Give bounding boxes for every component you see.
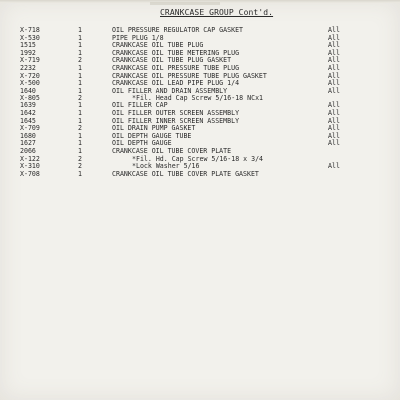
part-description: CRANKCASE OIL LEAD PIPE PLUG 1/4 [112,79,240,88]
part-quantity: 1 [78,79,82,88]
part-row [0,171,400,179]
part-quantity: 1 [78,48,82,57]
part-application: All [328,131,340,140]
part-description: OIL FILLER INNER SCREEN ASSEMBLY [112,116,240,125]
section-heading: CRANKCASE GROUP Cont'd. [160,8,274,17]
part-number: X-122 [20,154,40,163]
part-description: OIL DEPTH GAUGE [112,139,172,148]
part-application: All [328,48,340,57]
part-quantity: 2 [78,93,82,102]
part-application: All [328,26,340,34]
part-quantity: 1 [78,146,82,155]
part-application: All [328,162,340,171]
part-row [0,125,400,133]
part-quantity: 2 [78,162,82,171]
part-number: 1645 [20,116,36,125]
part-number: 1992 [20,48,36,57]
part-quantity: 1 [78,101,82,110]
part-description: OIL PRESSURE REGULATOR CAP GASKET [112,26,244,34]
part-quantity: 2 [78,56,82,65]
part-quantity: 2 [78,154,82,163]
part-number: 1642 [20,108,36,117]
part-description: *Fil. Head Cap Screw 5/16-18 NCx1 [132,93,264,102]
part-application: All [328,63,340,72]
part-quantity: 1 [78,26,82,34]
part-number: X-708 [20,170,40,179]
part-description: OIL FILLER AND DRAIN ASSEMBLY [112,86,228,95]
part-application: All [328,108,340,117]
part-description: CRANKCASE OIL TUBE PLUG GASKET [112,56,232,65]
parts-table [0,27,400,179]
part-description: CRANKCASE OIL TUBE PLUG [112,41,204,50]
part-application: All [328,101,340,110]
part-quantity: 1 [78,131,82,140]
part-quantity: 1 [78,33,82,42]
part-number: X-709 [20,124,40,133]
part-row [0,95,400,103]
part-number: X-718 [20,26,40,34]
part-number: 1680 [20,131,36,140]
part-number: 1639 [20,101,36,110]
part-description: OIL DEPTH GAUGE TUBE [112,131,192,140]
part-quantity: 1 [78,108,82,117]
part-description: PIPE PLUG 1/8 [112,33,164,42]
part-row [0,133,400,141]
part-number: 2232 [20,63,36,72]
part-application: All [328,116,340,125]
part-row [0,156,400,164]
part-number: X-805 [20,93,40,102]
part-description: CRANKCASE OIL PRESSURE TUBE PLUG GASKET [112,71,267,80]
part-number: X-530 [20,33,40,42]
part-number: 1640 [20,86,36,95]
part-description: CRANKCASE OIL PRESSURE TUBE PLUG [112,63,240,72]
part-description: CRANKCASE OIL TUBE COVER PLATE [112,146,232,155]
part-application: All [328,56,340,65]
part-number: X-720 [20,71,40,80]
part-number: 1515 [20,41,36,50]
part-application: All [328,139,340,148]
part-quantity: 1 [78,170,82,179]
part-quantity: 2 [78,124,82,133]
part-number: X-500 [20,79,40,88]
part-number: 2066 [20,146,36,155]
header-smudge [150,2,220,5]
part-row [0,118,400,126]
part-row [0,27,400,35]
part-number: X-310 [20,162,40,171]
part-application: All [328,33,340,42]
part-application: All [328,124,340,133]
part-quantity: 1 [78,139,82,148]
part-description: OIL DRAIN PUMP GASKET [112,124,196,133]
part-application: All [328,86,340,95]
part-quantity: 1 [78,41,82,50]
part-description: *Fil. Hd. Cap Screw 5/16-18 x 3/4 [132,154,264,163]
part-description: OIL FILLER OUTER SCREEN ASSEMBLY [112,108,240,117]
part-quantity: 1 [78,63,82,72]
part-application: All [328,41,340,50]
part-quantity: 1 [78,86,82,95]
part-description: CRANKCASE OIL TUBE COVER PLATE GASKET [112,170,259,179]
part-quantity: 1 [78,71,82,80]
part-application: All [328,71,340,80]
part-description: OIL FILLER CAP [112,101,168,110]
part-quantity: 1 [78,116,82,125]
part-application: All [328,79,340,88]
part-number: X-719 [20,56,40,65]
part-description: *Lock Washer 5/16 [132,162,200,171]
part-number: 1627 [20,139,36,148]
part-description: CRANKCASE OIL TUBE METERING PLUG [112,48,240,57]
